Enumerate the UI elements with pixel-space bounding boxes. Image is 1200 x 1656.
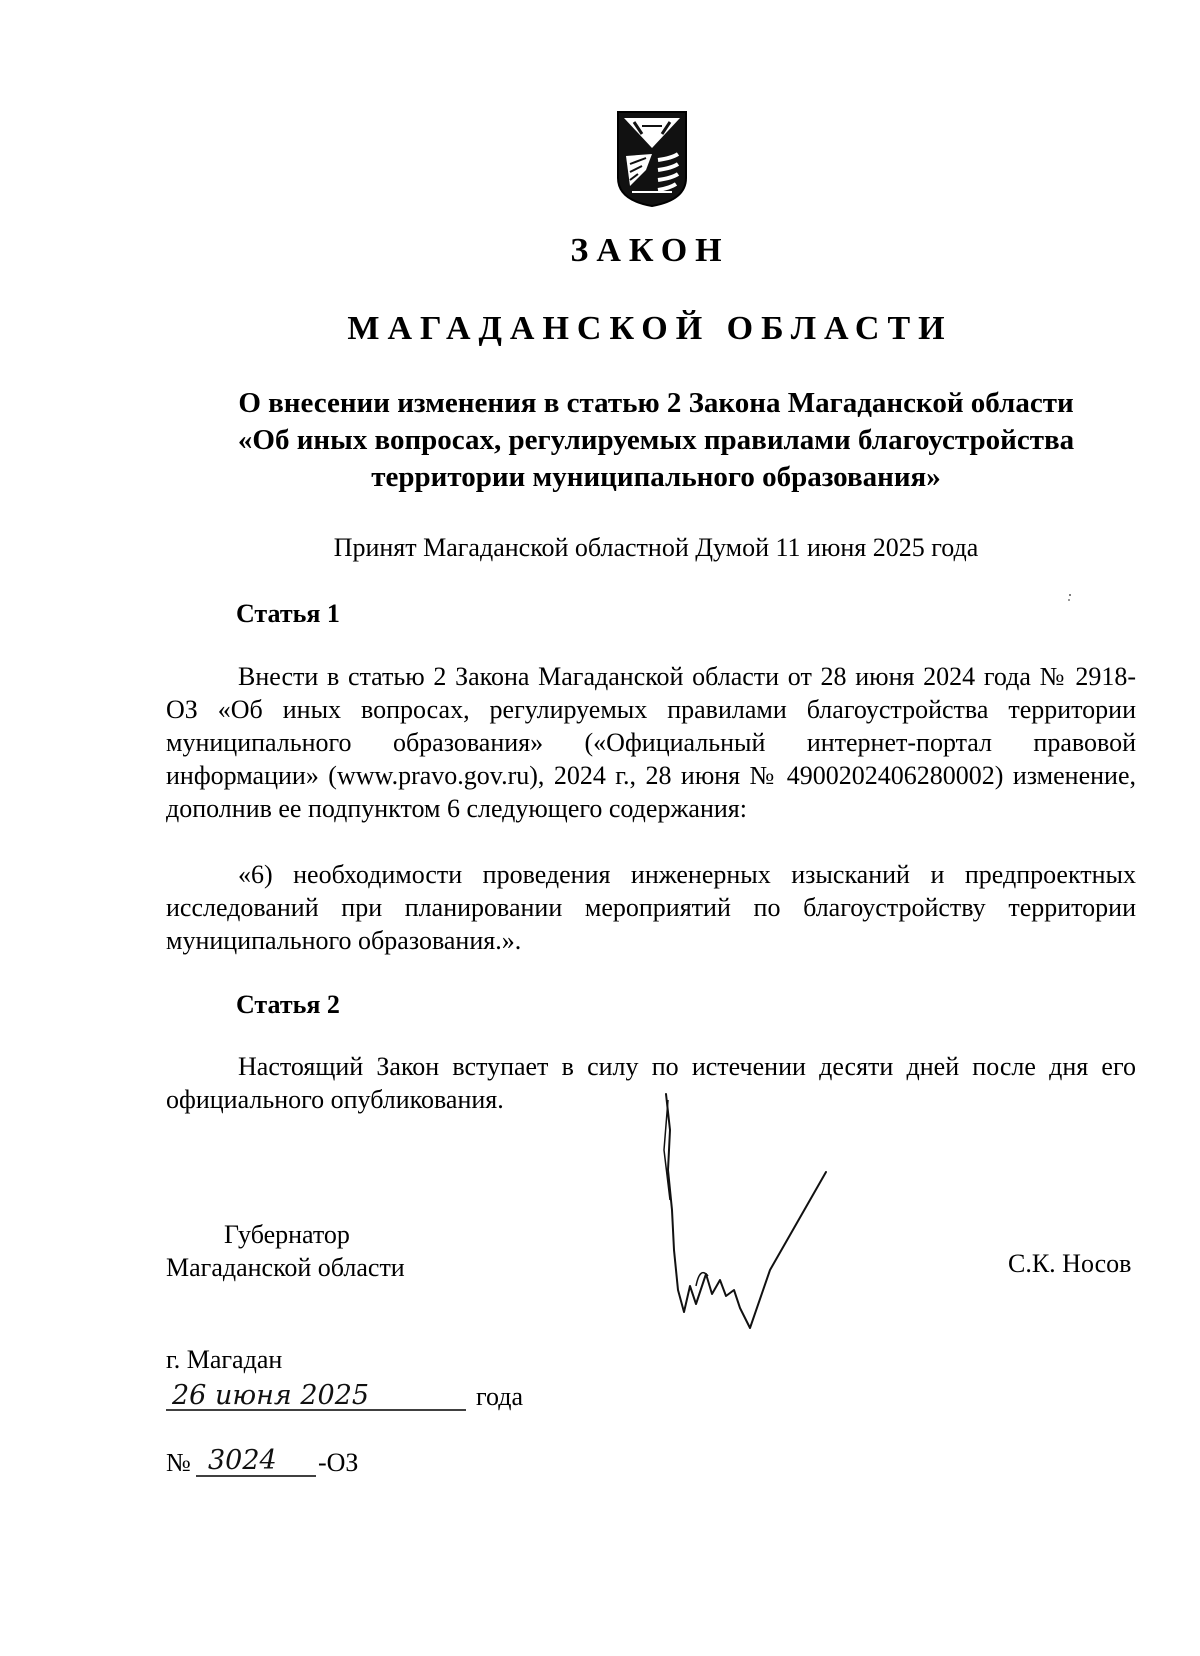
handwritten-law-number-text: 3024 [208, 1445, 277, 1476]
article-2-paragraph: Настоящий Закон вступает в силу по истечении десяти дней после дня его официального опубликования. [166, 1052, 1136, 1114]
handwritten-signature [660, 1090, 830, 1330]
signatory-position-line: Магаданской области [166, 1253, 405, 1282]
signatory-position [166, 1218, 405, 1284]
law-number [166, 1446, 466, 1486]
law-subject-line: «Об иных вопросах, регулируемых правилами благоустройства [237, 424, 1075, 456]
signatory-position-line: Губернатор [224, 1220, 350, 1249]
region-title: МАГАДАНСКОЙ ОБЛАСТИ [347, 310, 953, 347]
law-subject-line: О внесении изменения в статью 2 Закона Магаданской области [238, 387, 1074, 419]
document-type-title: ЗАКОН [570, 232, 730, 269]
handwritten-date-text: 26 июня 2025 [172, 1380, 370, 1411]
adoption-note: Принят Магаданской областной Думой 11 июня 2025 года [333, 533, 979, 562]
signing-date [166, 1378, 566, 1418]
law-subject-line: территории муниципального образования» [371, 461, 941, 493]
scan-speck [1067, 592, 1073, 604]
article-1-heading: Статья 1 [236, 599, 340, 628]
place-of-signing: г. Магадан [166, 1345, 283, 1374]
article-2-heading: Статья 2 [236, 990, 340, 1019]
handwritten-date [166, 1378, 466, 1414]
handwritten-law-number [196, 1442, 316, 1480]
article-1-paragraph: Внести в статью 2 Закона Магаданской области от 28 июня 2024 года № 2918-ОЗ «Об иных вопросах, регулируемых правилами благоустройства территории муниципального образования» («Официальный интернет-портал правовой информации» (www.pravo.gov.ru), 2024 г., 28 июня № 4900202406280002) изменение, дополнив ее подпунктом 6 следующего содержания: [166, 662, 1136, 823]
number-sign: № [166, 1448, 191, 1477]
date-suffix: года [476, 1382, 524, 1411]
article-1-quoted-subparagraph: «6) необходимости проведения инженерных изысканий и предпроектных исследований при планировании мероприятий по благоустройству территории муниципального образования.». [166, 860, 1136, 955]
signatory-name: С.К. Носов [1008, 1249, 1132, 1278]
law-number-suffix: -ОЗ [318, 1448, 359, 1477]
law-subject [166, 385, 1146, 496]
coat-of-arms-emblem [612, 108, 692, 208]
